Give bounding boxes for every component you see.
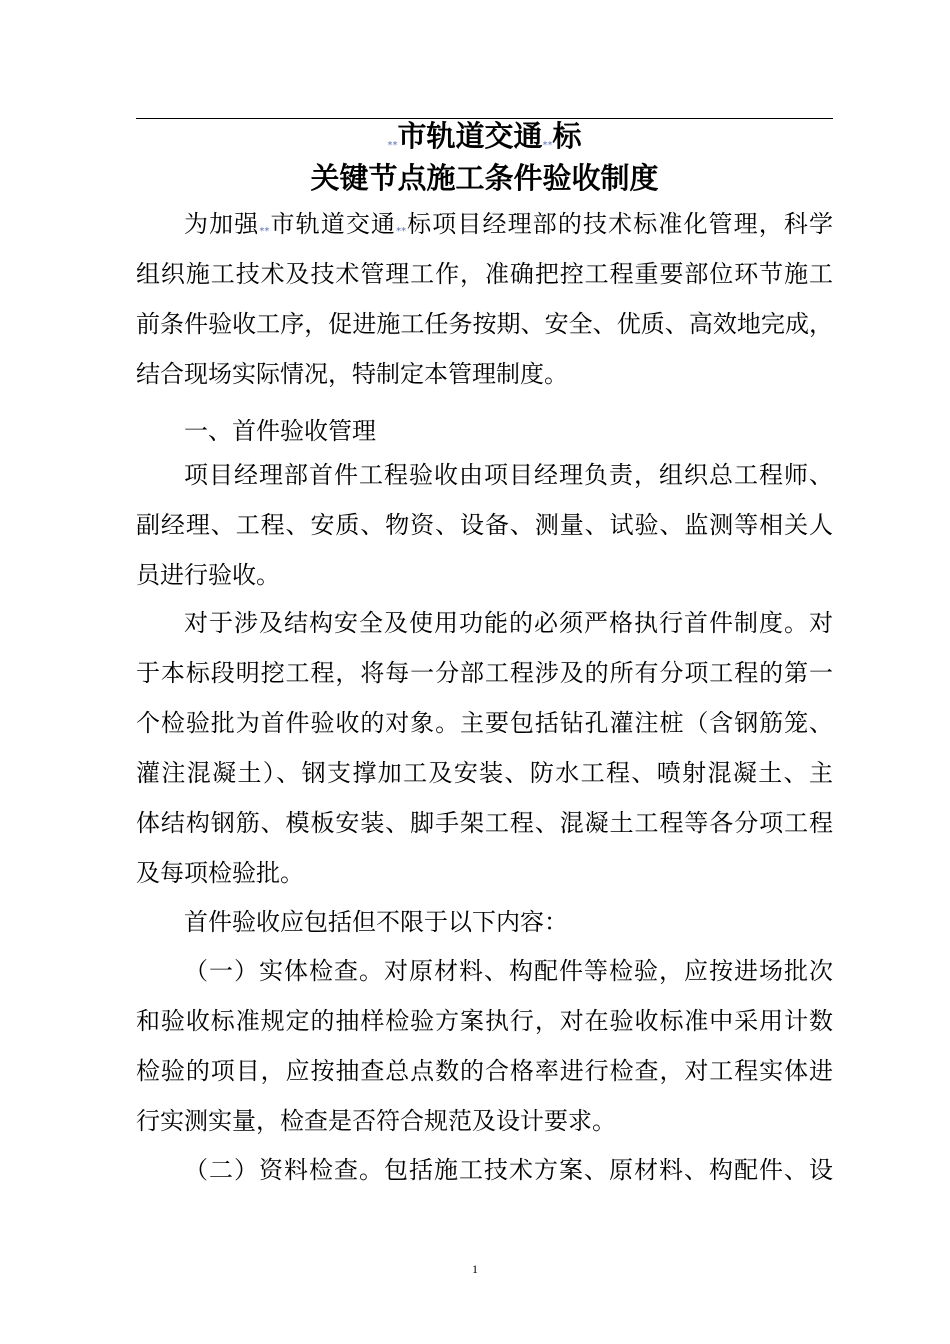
title-main-text: 市轨道交通 (397, 119, 543, 153)
intro-line: 结合现场实际情况，特制定本管理制度。 (136, 360, 568, 388)
paragraph-line: 副经理、工程、安质、物资、设备、测量、试验、监测等相关人 (136, 511, 833, 539)
paragraph-line: 个检验批为首件验收的对象。主要包括钻孔灌注桩（含钢筋笼、 (136, 709, 833, 737)
list-item (136, 1145, 833, 1195)
section-heading (136, 406, 833, 456)
paragraph (136, 897, 833, 947)
document-title-line2: 关键节点施工条件验收制度 (310, 161, 659, 195)
paragraph-line: （一）实体检查。对原材料、构配件等检验，应按进场批次 (184, 957, 833, 985)
redaction-mark: ** (387, 140, 398, 151)
intro-text: 为加强 (184, 210, 260, 238)
paragraph-line: 和验收标准规定的抽样检验方案执行，对在验收标准中采用计数 (136, 1007, 833, 1035)
intro-text: 标项目经理部的技术标准化管理，科学 (406, 210, 834, 238)
paragraph-line: 及每项检验批。 (136, 859, 304, 887)
intro-line: 组织施工技术及技术管理工作，准确把控工程重要部位环节施工 (136, 260, 833, 288)
paragraph-line: 于本标段明挖工程，将每一分部工程涉及的所有分项工程的第一 (136, 659, 833, 687)
intro-paragraph (136, 199, 833, 399)
paragraph-line: 员进行验收。 (136, 561, 280, 589)
paragraph-line: 行实测实量，检查是否符合规范及设计要求。 (136, 1107, 616, 1135)
list-item (136, 946, 833, 1146)
page-number: 1 (472, 1262, 478, 1276)
paragraph (136, 598, 833, 898)
paragraph-line: 体结构钢筋、模板安装、脚手架工程、混凝土工程等各分项工程 (136, 809, 833, 837)
section-heading-text: 一、首件验收管理 (184, 417, 376, 445)
paragraph (136, 450, 833, 600)
paragraph-line: 首件验收应包括但不限于以下内容： (184, 908, 568, 936)
paragraph-line: 灌注混凝土）、钢支撑加工及安装、防水工程、喷射混凝土、主 (136, 759, 833, 787)
paragraph-line: （二）资料检查。包括施工技术方案、原材料、构配件、设 (184, 1156, 833, 1184)
intro-line (136, 199, 833, 249)
document-title-line1 (136, 118, 833, 164)
title-suffix-text: 标 (552, 119, 582, 153)
intro-line: 前条件验收工序，促进施工任务按期、安全、优质、高效地完成， (136, 310, 833, 338)
redaction-mark: ** (259, 226, 270, 237)
redaction-mark: ** (542, 140, 553, 151)
paragraph-line: 检验的项目，应按抽查总点数的合格率进行检查，对工程实体进 (136, 1057, 833, 1085)
redaction-mark: ** (396, 226, 407, 237)
intro-text: 市轨道交通 (269, 210, 397, 238)
paragraph-line: 对于涉及结构安全及使用功能的必须严格执行首件制度。对 (184, 609, 833, 637)
paragraph-line: 项目经理部首件工程验收由项目经理负责，组织总工程师、 (184, 461, 833, 489)
